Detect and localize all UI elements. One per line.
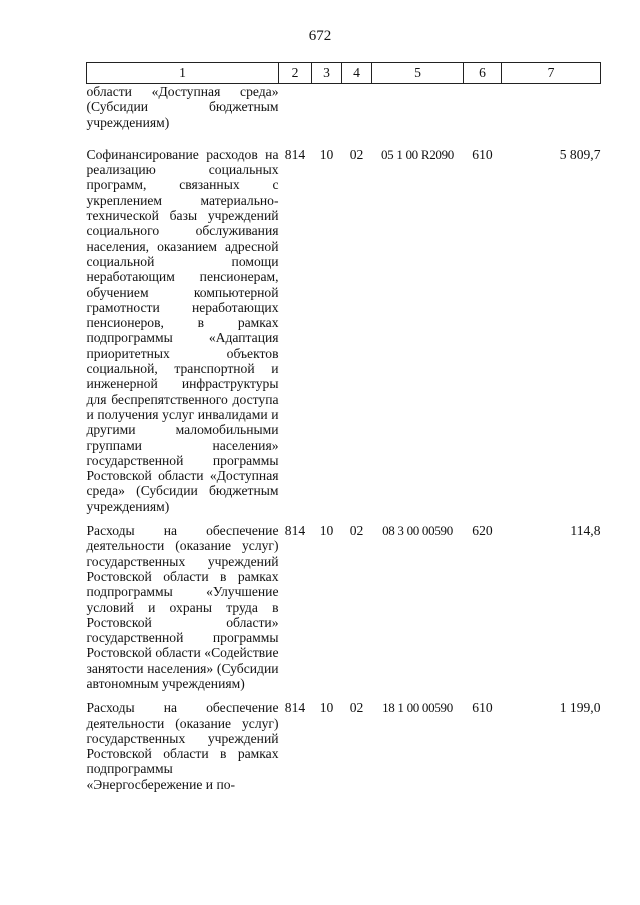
cell-target-article: 18 1 00 00590 bbox=[382, 700, 453, 716]
column-header: 4 bbox=[342, 63, 372, 84]
cell-subsection: 02 bbox=[349, 523, 364, 539]
page-number: 672 bbox=[308, 28, 332, 44]
cell-amount bbox=[502, 84, 601, 147]
cell-section: 10 bbox=[319, 700, 334, 716]
cell-subsection: 02 bbox=[349, 700, 364, 716]
row-description: области «Доступная среда» (Субсидии бюджетным учреждениям) bbox=[86, 84, 279, 130]
column-header: 2 bbox=[279, 63, 312, 84]
cell-ministry-code: 814 bbox=[284, 700, 306, 716]
cell-amount: 5 809,7 bbox=[559, 146, 601, 162]
cell-ministry-code: 814 bbox=[284, 146, 306, 162]
cell-expense-type: 610 bbox=[472, 700, 493, 716]
row-description: Софинансирование расходов на реализацию социальных программ, связанных с укреплением материально-технической базы учреждений социального обслуживания населения, оказанием адресной социальной помощи неработающим пенсионерам, обучением компьютерной грамотности неработающих пенсионеров, в рамках подпрограммы «Адаптация приоритетных объектов социальной, транспортной и инженерной инфраструктуры для беспрепятственного доступа и получения услуг инвалидами и другими маломобильными группами населения» государственной программы Ростовской области «Доступная среда» (Субсидии бюджетным учреждениям) bbox=[86, 146, 279, 514]
cell-ministry-code bbox=[279, 84, 312, 147]
row-description: Расходы на обеспечение деятельности (оказание услуг) государственных учреждений Ростовской области в рамках подпрограммы «Энергосбережение и по- bbox=[86, 700, 279, 792]
cell-section: 10 bbox=[319, 523, 334, 539]
cell-target-article: 05 1 00 R2090 bbox=[380, 146, 455, 162]
cell-section: 10 bbox=[319, 146, 334, 162]
cell-ministry-code: 814 bbox=[284, 523, 306, 539]
cell-subsection: 02 bbox=[349, 146, 364, 162]
cell-expense-type: 620 bbox=[472, 523, 493, 539]
column-header: 7 bbox=[502, 63, 601, 84]
table-row bbox=[87, 84, 601, 147]
cell-target-article bbox=[372, 84, 464, 147]
budget-table bbox=[86, 62, 601, 792]
cell-section bbox=[312, 84, 342, 147]
cell-expense-type: 610 bbox=[472, 146, 493, 162]
cell-amount: 114,8 bbox=[570, 523, 601, 539]
column-header: 3 bbox=[312, 63, 342, 84]
row-description: Расходы на обеспечение деятельности (оказание услуг) государственных учреждений Ростовской области в рамках подпрограммы «Улучшение условий и охраны труда в Ростовской области» государственной программы Ростовской области «Содействие занятости населения» (Субсидии автономным учреждениям) bbox=[86, 523, 279, 691]
column-header: 1 bbox=[87, 63, 279, 84]
table-header-row bbox=[87, 63, 601, 84]
cell-subsection bbox=[342, 84, 372, 147]
cell-target-article: 08 3 00 00590 bbox=[382, 523, 453, 539]
table-row bbox=[87, 147, 601, 523]
column-header: 5 bbox=[372, 63, 464, 84]
cell-expense-type bbox=[464, 84, 502, 147]
table-row bbox=[87, 523, 601, 700]
cell-amount: 1 199,0 bbox=[559, 700, 601, 716]
column-header: 6 bbox=[464, 63, 502, 84]
table-row bbox=[87, 700, 601, 792]
